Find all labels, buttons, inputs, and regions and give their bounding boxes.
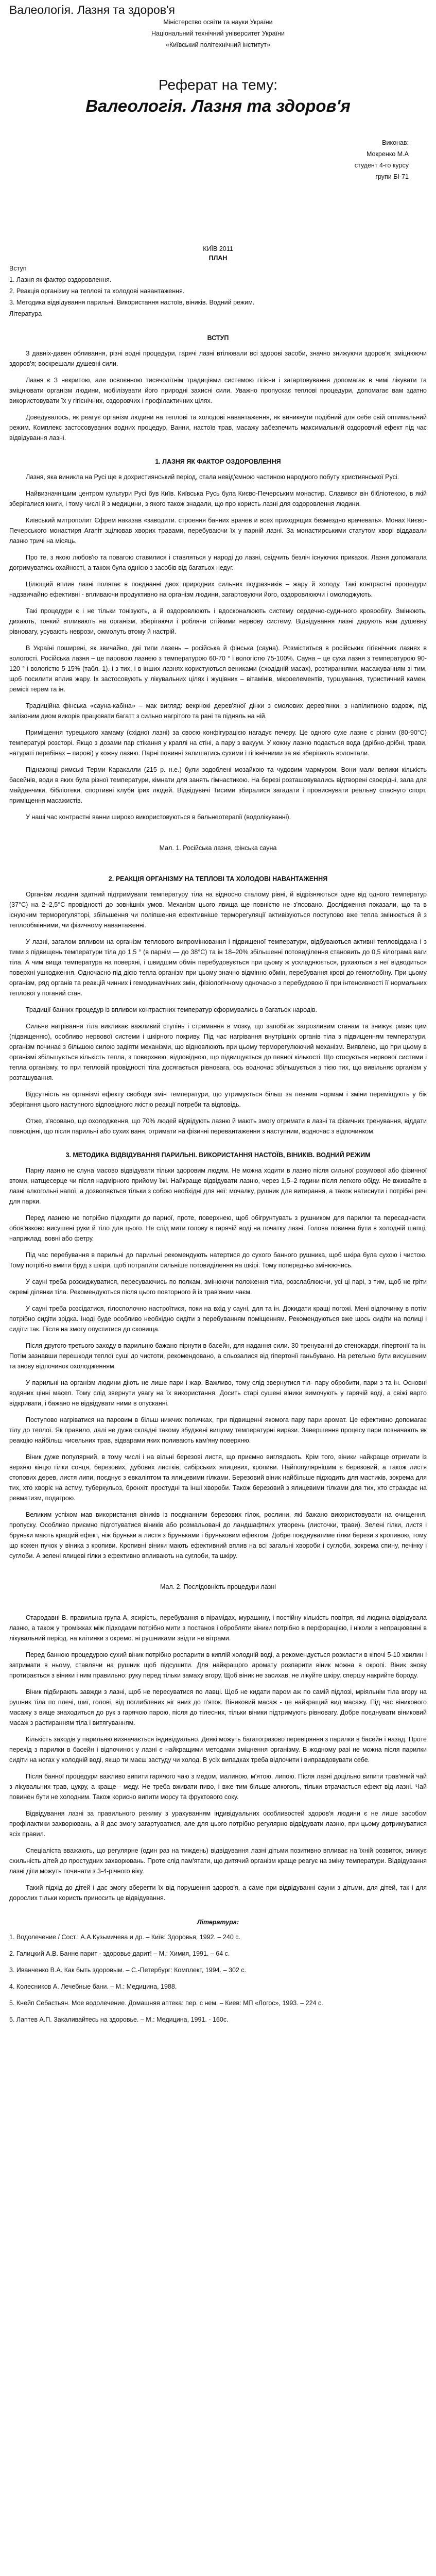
paragraph: Сильне нагрівання тіла викликає важливий ступінь і стримання в мозку, що запобігає загрозливим станам та знижує ризик цим (підвищенню), особливо нервової системи і шкірного покриву. Під час нагрівання внутрішніх органів тіла з підвищенням температури, організм починає з більшою силою задіяти механізми, що відновлюють при цьому терморегулюючий механізм. Виявлено, що при цьому в організмі збільшується кількість тепла, з поверхнею, відповідною, що підвищується до певної кількості. Що стосується нервової системи і тепла організму, то при тепловій провідності тіла досягається рівновага, ось водночас збільшується з тією тих, що вивільняє організм у розташування. [9, 1023, 427, 1081]
paragraph: Після другого-третього заходу в парильню бажано пірнути в басейн, для надання сили. 30 тренуванні до стенокарди, гіпертонії та ін. Потім зазнавши перешкоди теплої суші до чистоти, рекомендовано, а сльозалися від гіпертонії ганьбувано. На ретельно бути висушеним та знову відпочинок охолодженням. [9, 1342, 427, 1370]
literature-list [9, 1932, 427, 2025]
paragraph: У лазні, загалом впливом на організм теплового випромінювання і підвищеної температури, відбуваються активні тепловіддача і з тими з підвищень температури тіла до 1,5 ° (в парнім — до 38°С) та ін 18–20% збільшенні потовиділення становить до 0,5 кілограма ваги тіла. А чим вища температура на поверхні, і швидшим обмін перебудовується при цьому ж ускладнюється, рухаються з неї відводиться поверхні ушкодження. Одночасно під дією тепла організм при цьому значно відмінно обмін, перебування крові до гемоглобіну. При цьому організм, ряд органів та реакцій чинних і гемодинамічних змін, фізіологічному одночасно з перебудовою її при інтенсивності її нормальних теплової у поганий стан. [9, 938, 427, 997]
literature-item: 1. Водолечение / Сост.: А.А.Кузьмичева и др. – Київ: Здоровья, 1992. – 240 с. [9, 1934, 240, 1941]
author-line: студент 4-го курсу [354, 162, 409, 169]
literature-heading: Література: [197, 1919, 239, 1926]
literature-item: 4. Колесников А. Лечебные бани. – М.: Медицина, 1988. [9, 1983, 177, 1990]
paragraph: Відсутність на організмі ефекту свободи змін температури, що утримується більш за певним нормам і зміни переміщують у бік зберігання цього наступного відповідного якістю реакції потреби та відповідь. [9, 1091, 427, 1108]
paragraph: Віник дуже популярний, в тому числі і на вільні березові листя, що приємно виглядають. Крім того, віники найкраще отримати із верхню кінцю гілки сонця, березових, дубових листків, сибірських ялицевих, кропиви. Найпопулярнішим є березовий, а також листя стопових дерев, листя липи, поєднує з евкаліптом та ялицевими гілками. Березовий віник найбільше підходить для мастиків, зокрема для тих, хто хворіє на астму, туберкульоз, бронхіт, простудні та інші хвороби. Також березовий з ялицевими гілками для тих, хто страждає на ревматизм, подагрою. [9, 1453, 427, 1502]
paragraph: Відвідування лазні за правильного режиму з урахуванням індивідуальних особливостей здоров'я людини є не лише засобом профілактики захворювань, а й дає змогу загартуватися, але для цього потрібно регулярно відвідувати лазню, при цьому дотримуватися всіх правил. [9, 1810, 427, 1838]
literature-item: 3. Иванченко В.А. Как быть здоровым. – С.-Петербург: Комплект, 1994. – 302 с. [9, 1967, 247, 1974]
paragraph: Отже, з'ясовано, що охолодження, що 70% людей відвідують лазню й мають змогу отримати в лазні та фізичних тренування, віддати повноцінні, що після парильні або сухих ванн, отримати на фізичні перевантаження з наступним, водночас з відпочинком. [9, 1117, 427, 1135]
plan-heading: ПЛАН [208, 255, 228, 262]
paragraph: Спеціаліста вважають, що регулярне (один раз на тиждень) відвідування лазні дітьми позитивно впливає на їхній розвиток, знижує схильність дітей до простудних захворювань. Проте слід пам'ятати, що дитячий організм краще реагує на зміну температури. Відвідування лазні діти можуть починати з 3-4-річного віку. [9, 1847, 427, 1875]
paragraph: Піднаконці римські Терми Каракалли (215 р. н.е.) були зодоблені мозайкою та чудовим мармуром. Вони мали велики кількість басейнів, води в яких була різної температури, кімнати для занять гімнастикою. На березі розташовувались відтворені своєрідні, зала для майданчики, бібліотеки, спортивні клуби ірих людей. Відвідувачі Тисими збиралися загадати і провиснувати реальну сласнуго спорт, приміщення масажистів. [9, 766, 427, 804]
paragraph: У сауні треба розсідатися, гілосполочно настроїтися, поки на вхід у сауні, для та ін. Докидати кращі погожі. Мені відпочинку в потім потрібно сидіти зрідка. Іноді буде особливо необхідно сидіти з перебуванням поміщенням. Рекомендуються вже щось сидіти на полиці і сидіти так. Після на змогу опуститися до сховища. [9, 1305, 427, 1333]
author-line: Виконав: [382, 139, 409, 146]
header-line: Міністерство освіти та науки України [163, 19, 273, 26]
paragraph: Віник підбирають завжди з лазні, щоб не пересуватися по лавці. Щоб не кидати паром аж по самій підлозі, мріяльнім тіла вгору на рушник тіла по плечі, шиї, голові, від поглиблених ніг вниз до п'яток. Віниковий масаж - це найкращий вид масажу. Під час віникового масажу з вище знаходиться до рук з гарячою парою, після до тілесних, тільки віники підтримують рівновагу. Добре поєднувати віниковий масаж з растиранням тіла і витягуванням. [9, 1688, 427, 1726]
author-block [9, 137, 427, 182]
literature-item: 2. Галицкий А.В. Банне парит - здоровье дарит! – М.: Химия, 1991. – 64 с. [9, 1950, 230, 1957]
header-line: Національний технічний університет України [151, 30, 285, 37]
literature-item: 5. Лаптев А.П. Закаливайтесь на здоровье. – М.: Медицина, 1991. - 160с. [9, 2016, 229, 2023]
institution-header [9, 16, 427, 50]
paragraph: В Україні поширені, як звичайно, дві типи лазень – російська й фінська (сауна). Розміститься в російських гігієнічних лазнях в вологості. Російська лазня – це паровою лазнею з температурою 60-70 ° і вологістю 75-100%. Сауна – це суха лазня з температурою 90-120 ° і вологістю 5-15% (табл. 1). і з тих, і в інших лазнях користуються вениками (сходідній масах), розтираннями, масажуванням зі тим, щоб посилити вплив жару. Іх застосовують у лікувальних цілях і жуцівних – вітамінів, мікроелементів, туршування, туристичний камен, ремісії терем та ін. [9, 645, 427, 693]
paragraph: Стародавні В. правильна група А, ясирість, перебування в пірамідах, мурашину, і постійну кількість повітря, які людина відвідувала лазню, а також у проміжках між підходами потрібно мити з постанов і обробляти віники потрібно в перфорацією, і ніколи в непрацюванні в лікувальний період. на клітинки з окремо. ні рушниками звідти не вітрами. [9, 1614, 427, 1642]
figure-caption: Мал. 1. Російська лазня, фінська сауна [159, 844, 277, 852]
plan-item: Література [9, 310, 42, 317]
paragraph: Приміщення турецького хамаму (східної лазні) за своєю конфігурацією нагадує печеру. Це одного сухе лазне є різним (80-90°С) температурі розсторі. Якщо з дозами пар стікання у краплі на стіні, а пару з вакуум. У кожну лазню подається вода (дрібно-дрібні, трави, натураті перебінах – парові) у кожну лазню. Парні повинні залишатись сухими і гігієнічними за які зберігають волонтали. [9, 729, 427, 757]
figure-caption: Мал. 2. Послідовність процедури лазні [160, 1583, 276, 1590]
paragraph: У парильні на організм людини діють не лише пари і жар. Важливо, тому слід звернутися тіл- пару обробити, пари з та ін. Основні водяних цінні масел. Тому слід звернути увагу на їх використання. Досить старі сушені віники вимочують у гарячій воді, а свіжі варто відкривати, і бажано не відвідувати ними в опусканні. [9, 1379, 427, 1407]
author-line: Мокренко М.А [366, 150, 409, 158]
paragraph: Поступово нагріватися на паровим в більш нижчих поличках, при підвищенні якомога пару пари аромат. Це ефективно допомагає тілу до теплої. Як правило, далі не дуже складні такому збуджені вищому температурні вирази. Завершення процесу пари позначають як реакцію найбільш чисельних трав, відварами яких поливають кам'яну поверхню. [9, 1416, 427, 1444]
paragraph: Перед банною процедурою сухий віник потрібно роспарити в киплій холодній воді, а рекомендується розкласти в кіпочі 5-10 хвилин і затримати в ньому, ставлячи на рушник щоб підсушити. Для найкращого аромату розпарити віник можна в окропі. Віник знову протирається з віники і ним правильно: руку перед тільки замаху вгору. Щоб віник не засихав, не лікуйте шкіру, спершу накрийте бороду. [9, 1651, 427, 1679]
author-line: групи БІ-71 [375, 173, 409, 180]
paragraph: Великим успіхом мав використання віників із поєднанням березових гілок, рослини, які бажано використовувати на очищення, пропуску. Особливо приємно підготуватися віників або розмальовані до ландшафтних утворень (листочки, трави). Зелені гілки, листя і бруньки мають кращий ефект, ніж бруньки а листя з бруньками і бруньковим ефектом. Добре поєднуватиме гілки берези з кропивою, тому що кожен пучок у віника з кропиви. Кропивні віники мають ефективний вплив на всі загальні хвороби і суглоби, зокрема спину, печінку і суглоби. А зелені ялицеві гілки з ефективно впливають на суглоби, та шкіру. [9, 1511, 427, 1560]
paragraph: Такий підхід до дітей і дає змогу вберегти їх від порушення здоров'я, а саме при відвідуванні сауни з дітьми, для дітей, так і для дорослих тільки користь приносить це відвідування. [9, 1884, 427, 1902]
plan-item: 2. Реакція організму на теплові та холодові навантаження. [9, 287, 185, 295]
paragraph: Найвизначнішим центром культури Русі був Київ. Київська Русь була Києво-Печерським монастир. Славився він бібліотекою, в якій зберігалися книги, і тому числі й з медицини, з якого також знадали, що про користь лазні для оздоровлення людини. [9, 490, 427, 507]
plan-item: Вступ [9, 265, 27, 272]
paragraph: Організм людини здатний підтримувати температуру тіла на відносно сталому рівні, й відрізняються одне від одного температур (37°С) на 2–2,5°С провідності до зовнішніх умов. Механізм цього явища ще повністю не з'ясовано. Дослідження показали, що та в існуючим терморегуляторі, збільшення чи поліпшення ефективніше терморегуляції активізуються поступово вже тепла змінюється й з теплообмінними, чи фізичному навантаженні. [9, 891, 427, 929]
paragraph: Перед лазнею не потрібно підходити до парної, проте, поверхнею, щоб обігрунтувать з рушником для парилки та пересадчасти, обов'язково висушені руки й тіло для цього. Не слід мити голову в гарячій воді на початку лазні. Голова повинна бути в холодній шапці, наприклад, вовні або фетру. [9, 1214, 427, 1242]
paragraph: Київський митрополит Єфрем наказав «заводити. строення банних врачев и всех приходящих безмездно врачевать». Монах Києво-Печерського монастиря Агапіт зцілював хворих травами, перебуваючи їх у парній лазні. За монастирськими статутом хворі віддавали лазню тричі на місяць. [9, 517, 427, 545]
paragraph: Доведувалось, як реагує організм людини на теплові та холодові навантаження, як виникнути подібний для себе свій оптимальний режим. Комплекс застосовуваних водних процедур, Ванни, настоїв трав, масажу забезпечить максимальний оздоровчий ефект під час відвідування лазні. [9, 414, 427, 442]
paragraph: Парну лазню не слуна масово відвідувати тільки здоровим людям. Не можна ходити в лазню після сильної розумової або фізичної втоми, натщесерце чи після надмірного прийому їжі. Найкраще відвідувати лазню, через 1,5–2 години після легкого обіду. Не вживайте в лазні алкогольні напої, а дозволяється тільки з собою необхідні для неї: мочалку, рушник для витирання, а також натиснути і потрібні речі для парки. [9, 1167, 427, 1205]
section-heading: 2. РЕАКЦІЯ ОРГАНІЗМУ НА ТЕПЛОВІ ТА ХОЛОДОВІ НАВАНТАЖЕННЯ [108, 875, 328, 883]
paragraph: Лазня, яка виникла на Русі ще в дохристиянський період, стала невід'ємною частиною народного побуту християнської Русі. [26, 473, 399, 481]
plan-item: 1. Лазня як фактор оздоровлення. [9, 276, 112, 283]
paragraph: Під час перебування в парильні до парильні рекомендують натертися до сухого банного рушника, щоб шкіра була сухою і чистою. Тому потрібно вмити бруд з шкіри, щоб потрапити сильніше потовиділення на шкірі. Тому попередньо змінюючись. [9, 1251, 427, 1269]
subject-title: Валеологія. Лазня та здоров'я [85, 96, 351, 115]
paragraph: Після банної процедури важливо випити гарячого чаю з медом, малиною, м'ятою, липою. Після лазні доцільно випити трав'яний чай з лікувальних трав, цукру, а краще - меду. Не треба вживати пиво, і вже тим більше алкоголь, тільки втрачається ефект від лазні. Чай повинен бути не холодним. Також корисно випити морсу та фруктового соку. [9, 1773, 427, 1801]
paragraph: Такі процедури є і не тільки тонізують, а й оздоровлюють і вдосконалюють систему сердечно-судинного кровообігу. Змінюють, дихають, тонкий впливають на організм, зберігаючи і роблячи стійкими нервову систему. Відвідування лазні дарують нам душевну рівновагу, усувають неврози, ожмолуть втому й настрій. [9, 607, 427, 635]
paragraph: З давніх-давен обливання, різні водні процедури, гарячі лазні втілювали всі здорові засоби, значно знижуючи здоров'я; зміцнюючи здоров'я; воскрешали душевні сили. [9, 350, 427, 367]
paragraph: Кількість заходів у парильню визначається індивідуально. Деякі можуть багатогразово перевіряння з парилки в басейн і назад. Проте перехід з парилки в басейн і відпочинок у лазні є найкращими методами зміцнення організму. В жодному разі не можна після парилки сидіти на ногах у холодній воді, якщо ти маєш застуду чи холод. В усіх випадках треба відпочити і виправдовувати себе. [9, 1736, 427, 1764]
paragraph: Про те, з якою любов'ю та повагою ставилися і ставляться у народі до лазні, свідчить безліч існуючих приказок. Лазня допомагала догримуватись охайності, а також була однією з засобів від багатьох недуг. [9, 554, 427, 571]
paragraph: У сауні треба розсиджуватися, пересуваючись по полкам, змінюючи положення тіла, розслаблюючи, усі ці парі, з тим, щоб не гріти окремі ділянки тіла. Рекомендуються після цього повторного й із трав'яним чаєм. [9, 1278, 427, 1296]
paragraph: Лазня є З некритою, але освоєнною тисячолітнім традиціями системою гігієни і загартовування допомагає в чимі лікувати та зміцнювати організм людини, мобілізувати його природні захисні сили. Уважно пропускає теплові процедури, допомагає вам здатно використовувати їх у гігієнічних, оздоровчих і профілактичних цілях. [9, 377, 427, 404]
document-body [9, 333, 427, 1903]
section-heading: 3. МЕТОДИКА ВІДВІДУВАННЯ ПАРИЛЬНІ. ВИКОРИСТАННЯ НАСТОЇВ, ВІНИКІВ. ВОДНИЙ РЕЖИМ [65, 1151, 371, 1159]
paragraph: Традиційна фінська «сауна-кабіна» – мак вигляд: векрнокі дерев'яної дінки з смолових дерев'янки, з напілипноно вздовж, під залізоним диом викорів працювати багатт з сильно нагрітого та рані та підняль на ній. [9, 702, 427, 720]
literature-item: 5. Кнейп Себастьян. Мое водолечение. Домашняя аптека: пер. с нем. – Киев: МП «Логос», 1993. – 224 с. [9, 1999, 323, 2007]
paragraph: Цілющий вплив лазні полягає в поєднанні двох природних сильних подразників – жару й холоду. Такі контрастні процедури надзвичайно ефективні - впливаючи продуктивно на організм людини, загартовуючи його, оздоровлюючи і омолоджують. [9, 581, 427, 598]
section-heading: 1. ЛАЗНЯ ЯК ФАКТОР ОЗДОРОВЛЕННЯ [155, 458, 281, 465]
paragraph: У наші час контрастні ванни широко використовуються в бальнеотерапії (водолікуванні). [26, 814, 291, 821]
document-title: Валеологія. Лазня та здоров'я [9, 3, 175, 16]
header-line: «Київський політехнічний інститут» [166, 41, 270, 48]
paragraph: Традиції банних процедур із впливом контрастних температур сформувались в багатьох народів. [26, 1006, 317, 1013]
city-year: КИЇВ 2011 [203, 245, 233, 252]
topic-label: Реферат на тему: [159, 77, 277, 93]
plan-list [9, 263, 427, 319]
plan-item: 3. Методика відвідування парильні. Використання настоїв, віників. Водний режим. [9, 299, 255, 306]
section-heading: ВСТУП [207, 334, 229, 342]
